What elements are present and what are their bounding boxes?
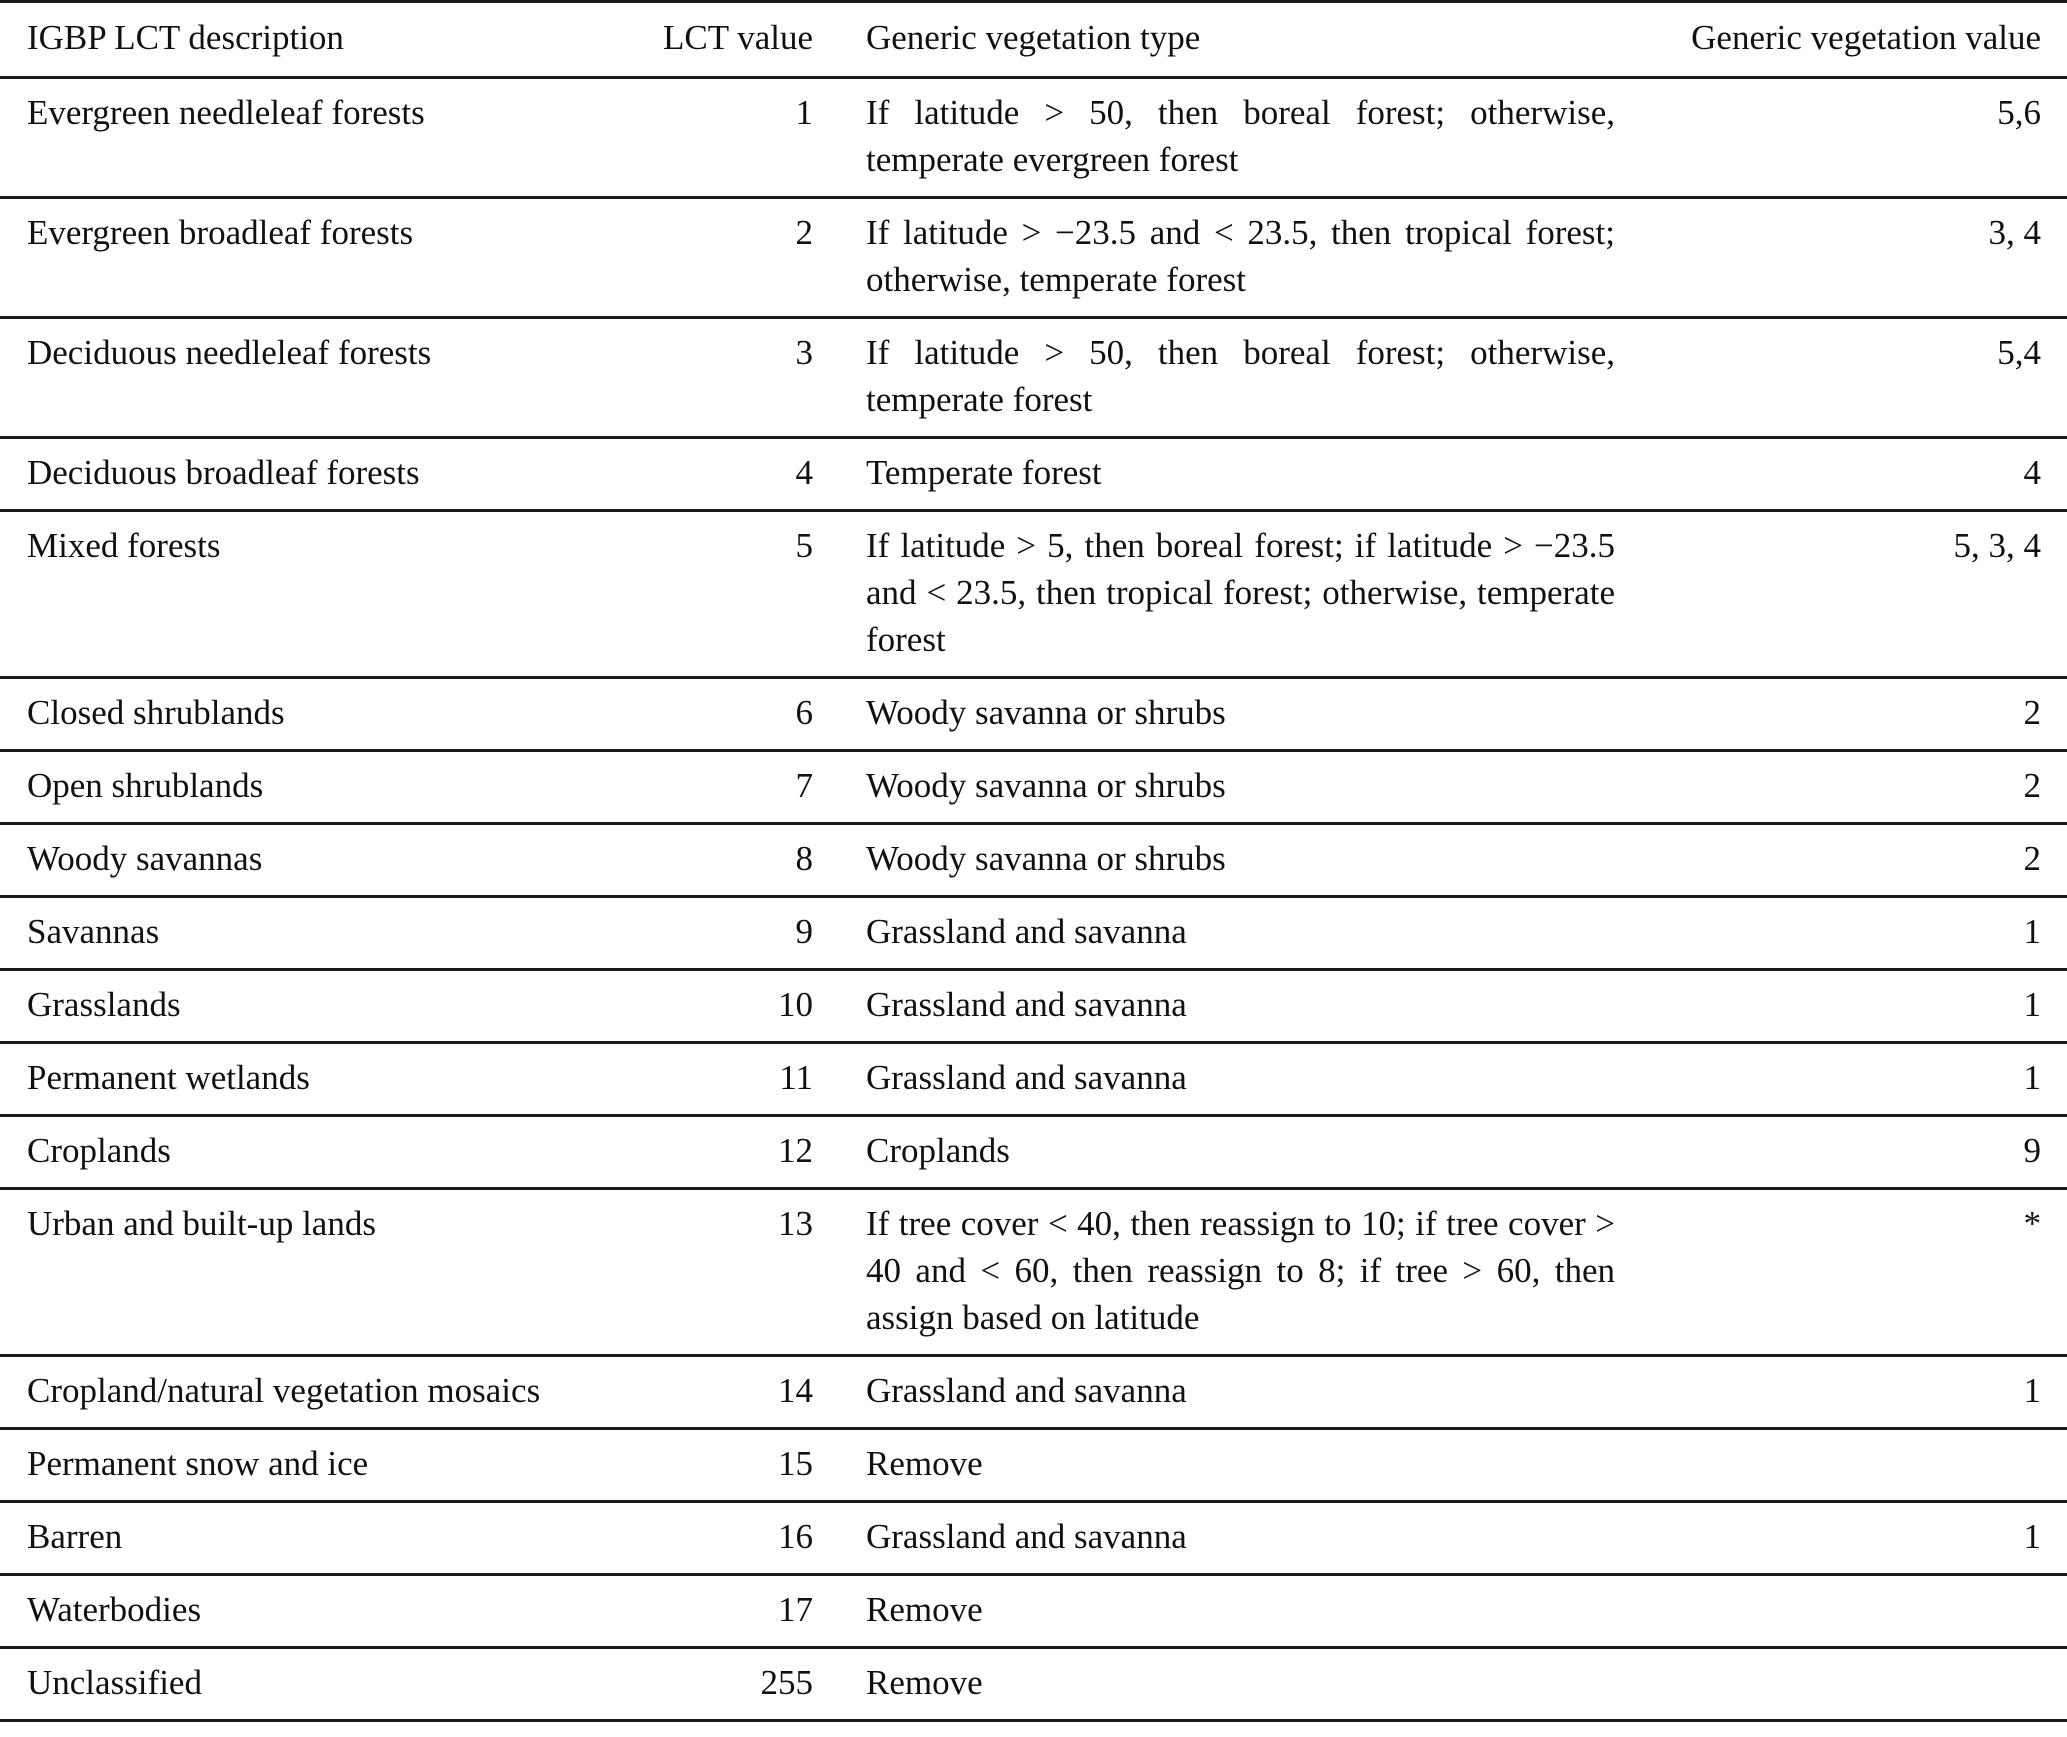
cell-description: Open shrublands: [27, 766, 264, 805]
cell-lct-value: 255: [760, 1663, 813, 1702]
cell-vegetation-value: 1: [2023, 912, 2041, 951]
table-row: [0, 1043, 2067, 1116]
header-vegetation-type: Generic vegetation type: [866, 18, 1201, 57]
cell-vegetation-type: Grassland and savanna: [866, 912, 1187, 951]
cell-lct-value: 2: [795, 213, 813, 252]
cell-vegetation-value: 2: [2023, 766, 2041, 805]
cell-lct-value: 15: [778, 1444, 813, 1483]
table-header: [0, 2, 2067, 78]
table-row: [0, 78, 2067, 198]
cell-vegetation-value: 5,6: [1997, 93, 2041, 132]
cell-vegetation-type: If tree cover < 40, then reassign to 10; if tree cover > 40 and < 60, then reassign to 8; if tree > 60, then assign based on latitude: [866, 1204, 1615, 1337]
cell-lct-value: 13: [778, 1204, 813, 1243]
cell-vegetation-type: If latitude > 5, then boreal forest; if latitude > −23.5 and < 23.5, then tropical forest; otherwise, temperate forest: [866, 526, 1615, 659]
cell-vegetation-value: 5, 3, 4: [1953, 526, 2041, 565]
cell-lct-value: 11: [779, 1058, 813, 1097]
cell-description: Waterbodies: [27, 1590, 202, 1629]
cell-description: Unclassified: [27, 1663, 202, 1702]
cell-description: Urban and built-up lands: [27, 1204, 376, 1243]
cell-vegetation-value: [1615, 1429, 2067, 1502]
cell-vegetation-value: 9: [2023, 1131, 2041, 1170]
table-row: [0, 438, 2067, 511]
cell-vegetation-type: Remove: [866, 1444, 983, 1483]
table-body: [0, 78, 2067, 1721]
cell-vegetation-value: [1615, 1575, 2067, 1648]
table-row: [0, 1502, 2067, 1575]
cell-lct-value: 6: [795, 693, 813, 732]
cell-lct-value: 17: [778, 1590, 813, 1629]
cell-vegetation-type: Woody savanna or shrubs: [866, 766, 1226, 805]
cell-description: Permanent wetlands: [27, 1058, 310, 1097]
cell-description: Evergreen needleleaf forests: [27, 93, 425, 132]
cell-lct-value: 3: [795, 333, 813, 372]
cell-vegetation-value: 5,4: [1997, 333, 2041, 372]
table-row: [0, 1429, 2067, 1502]
cell-vegetation-value: 3, 4: [1988, 213, 2041, 252]
cell-vegetation-type: Grassland and savanna: [866, 985, 1187, 1024]
cell-lct-value: 9: [795, 912, 813, 951]
table-row: [0, 1648, 2067, 1721]
cell-vegetation-value: 1: [2023, 1517, 2041, 1556]
cell-lct-value: 14: [778, 1371, 813, 1410]
cell-vegetation-value: 4: [2023, 453, 2041, 492]
cell-vegetation-type: Woody savanna or shrubs: [866, 839, 1226, 878]
cell-lct-value: 4: [795, 453, 813, 492]
cell-lct-value: 5: [795, 526, 813, 565]
cell-vegetation-value: *: [2023, 1204, 2041, 1243]
cell-vegetation-value: 1: [2023, 1058, 2041, 1097]
cell-vegetation-value: 2: [2023, 693, 2041, 732]
cell-vegetation-value: 1: [2023, 985, 2041, 1024]
cell-vegetation-type: Grassland and savanna: [866, 1517, 1187, 1556]
table-row: [0, 1575, 2067, 1648]
header-lct-value: LCT value: [662, 18, 813, 57]
header-vegetation-value: Generic vegetation value: [1691, 18, 2041, 57]
cell-vegetation-value: 2: [2023, 839, 2041, 878]
table-row: [0, 897, 2067, 970]
cell-vegetation-type: If latitude > 50, then boreal forest; otherwise, temperate forest: [866, 333, 1615, 419]
cell-lct-value: 8: [795, 839, 813, 878]
cell-description: Deciduous needleleaf forests: [27, 333, 432, 372]
cell-vegetation-type: Woody savanna or shrubs: [866, 693, 1226, 732]
cell-description: Mixed forests: [27, 526, 221, 565]
header-row: [0, 2, 2067, 78]
cell-vegetation-value: 1: [2023, 1371, 2041, 1410]
table-row: [0, 1356, 2067, 1429]
cell-vegetation-type: If latitude > 50, then boreal forest; otherwise, temperate evergreen forest: [866, 93, 1615, 179]
cell-description: Evergreen broadleaf forests: [27, 213, 414, 252]
cell-description: Closed shrublands: [27, 693, 285, 732]
cell-description: Cropland/natural vegetation mosaics: [27, 1371, 541, 1410]
cell-vegetation-value: [1615, 1648, 2067, 1721]
cell-lct-value: 10: [778, 985, 813, 1024]
table-row: [0, 824, 2067, 897]
cell-vegetation-type: If latitude > −23.5 and < 23.5, then tropical forest; otherwise, temperate forest: [866, 213, 1615, 299]
cell-lct-value: 12: [778, 1131, 813, 1170]
table-row: [0, 751, 2067, 824]
cell-vegetation-type: Croplands: [866, 1131, 1010, 1170]
cell-description: Barren: [27, 1517, 123, 1556]
cell-description: Deciduous broadleaf forests: [27, 453, 420, 492]
cell-vegetation-type: Remove: [866, 1663, 983, 1702]
table-row: [0, 1116, 2067, 1189]
cell-vegetation-type: Temperate forest: [866, 453, 1102, 492]
cell-vegetation-type: Remove: [866, 1590, 983, 1629]
table-row: [0, 511, 2067, 678]
cell-lct-value: 7: [795, 766, 813, 805]
cell-vegetation-type: Grassland and savanna: [866, 1058, 1187, 1097]
table-row: [0, 970, 2067, 1043]
cell-lct-value: 1: [795, 93, 813, 132]
cell-description: Permanent snow and ice: [27, 1444, 369, 1483]
table-row: [0, 1189, 2067, 1356]
table-row: [0, 678, 2067, 751]
cell-description: Woody savannas: [27, 839, 263, 878]
cell-lct-value: 16: [778, 1517, 813, 1556]
cell-description: Grasslands: [27, 985, 181, 1024]
cell-description: Savannas: [27, 912, 160, 951]
cell-description: Croplands: [27, 1131, 171, 1170]
table-row: [0, 198, 2067, 318]
header-description: IGBP LCT description: [27, 18, 344, 57]
table-row: [0, 318, 2067, 438]
cell-vegetation-type: Grassland and savanna: [866, 1371, 1187, 1410]
